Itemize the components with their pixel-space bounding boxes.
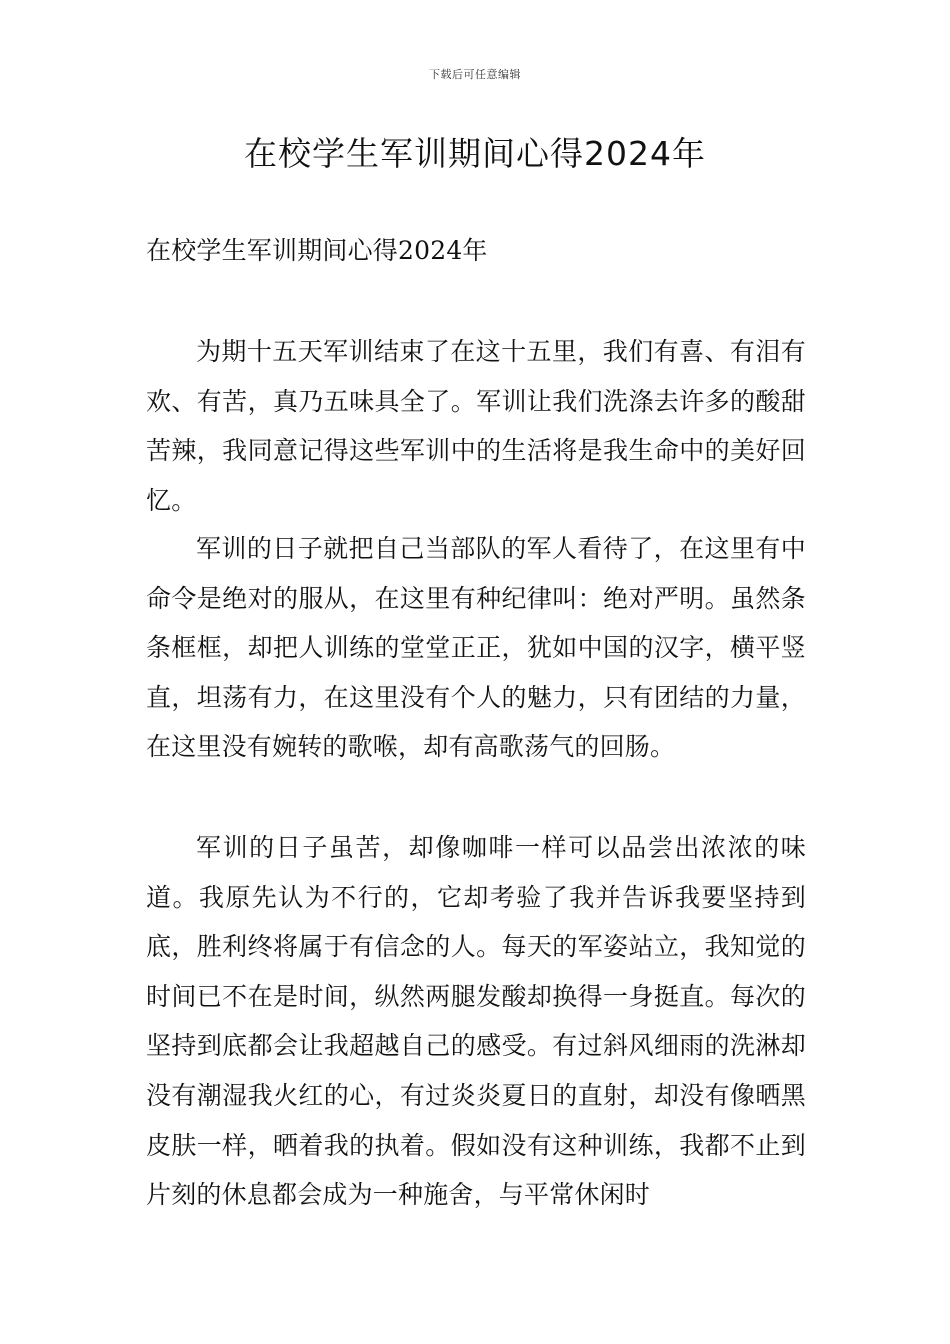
- paragraph-2: [146, 524, 806, 772]
- document-subtitle: 在校学生军训期间心得2024年: [146, 236, 488, 265]
- paragraph-text: 军训的日子就把自己当部队的军人看待了，在这里有中命令是绝对的服从，在这里有种纪律叫：绝对严明。虽然条条框框，却把人训练的堂堂正正，犹如中国的汉字，横平竖直，坦荡有力，在这里没有个人的魅力，只有团结的力量，在这里没有婉转的歌喉，却有高歌荡气的回肠。: [146, 534, 806, 762]
- document-title: 在校学生军训期间心得2024年: [244, 134, 706, 173]
- header-note: 下载后可任意编辑: [429, 68, 521, 81]
- paragraph-text: 为期十五天军训结束了在这十五里，我们有喜、有泪有欢、有苦，真乃五味具全了。军训让我们洗涤去许多的酸甜苦辣，我同意记得这些军训中的生活将是我生命中的美好回忆。: [146, 337, 806, 515]
- paragraph-3: [146, 823, 806, 1220]
- paragraph-1: [146, 327, 806, 525]
- paragraph-text: 军训的日子虽苦，却像咖啡一样可以品尝出浓浓的味道。我原先认为不行的，它却考验了我并告诉我要坚持到底，胜利终将属于有信念的人。每天的军姿站立，我知觉的时间已不在是时间，纵然两腿发酸却换得一身挺直。每次的坚持到底都会让我超越自己的感受。有过斜风细雨的洗淋却没有潮湿我火红的心，有过炎炎夏日的直射，却没有像晒黑皮肤一样，晒着我的执着。假如没有这种训练，我都不止到片刻的休息都会成为一种施舍，与平常休闲时: [146, 833, 806, 1210]
